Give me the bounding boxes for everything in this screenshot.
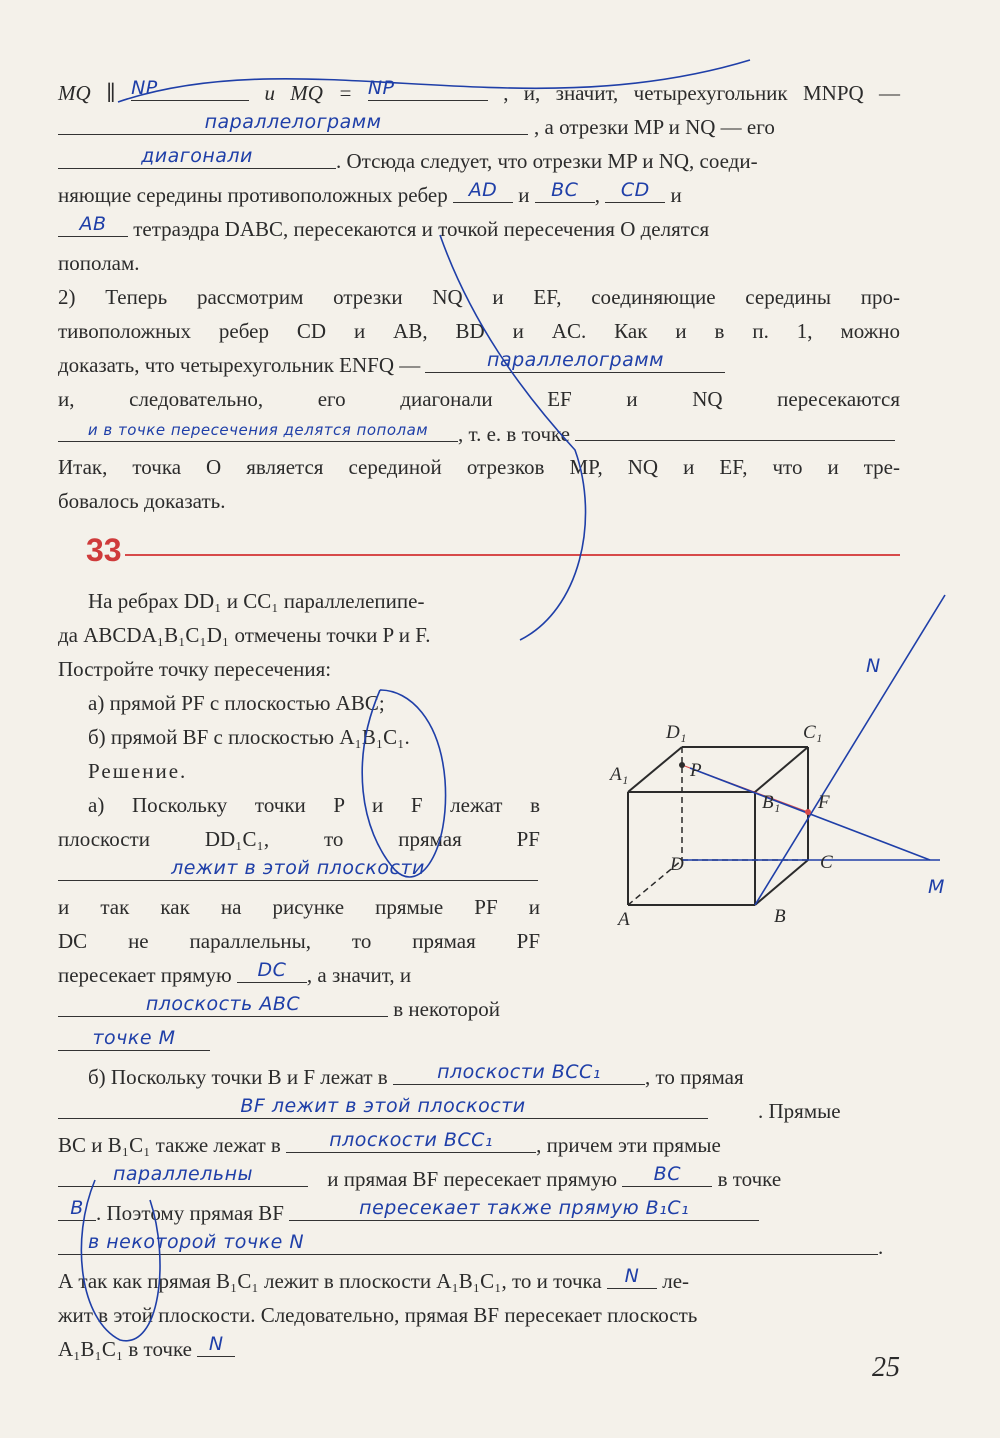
solution-line: BF лежит в этой плоскости . Прямые xyxy=(58,1096,900,1126)
solution-line: А так как прямая B₁C₁ лежит в плоскости A₁B₁C₁, то и точка N ле- xyxy=(58,1265,690,1293)
text-line: доказать, что четырехугольник ENFQ — параллелограмм xyxy=(58,350,900,380)
solution-line: BC и B₁C₁ также лежат в плоскости BCC₁ , причем эти прямые xyxy=(58,1129,721,1157)
label-b: B xyxy=(774,906,786,927)
handwritten-label-n: N xyxy=(866,655,881,677)
handwritten-answer: точке M xyxy=(92,1027,176,1049)
text-line: Итак, точка O является серединой отрезков MP, NQ и EF, что и тре- xyxy=(58,455,900,479)
label-f: F xyxy=(818,792,830,813)
text-line: MQ ∥ NP и MQ = NP , и, значит, четырехугольник MNPQ — xyxy=(58,77,901,105)
handwritten-answer: NP xyxy=(131,77,158,99)
solution-line: DC не параллельны, то прямая PF xyxy=(58,929,540,953)
handwritten-answer: параллельны xyxy=(112,1163,253,1185)
handwritten-label-m: M xyxy=(928,876,945,898)
condition-line: Постройте точку пересечения: xyxy=(58,657,332,681)
handwritten-answer: параллелограмм xyxy=(487,349,664,371)
condition-line: б) прямой BF с плоскостью A₁B₁C₁. xyxy=(88,725,410,749)
handwritten-answer: AB xyxy=(79,213,107,235)
solution-line: а) Поскольку точки P и F лежат в xyxy=(88,793,540,817)
handwritten-answer: BF лежит в этой плоскости xyxy=(240,1095,526,1117)
handwritten-answer: BC xyxy=(551,179,579,201)
handwritten-answer: BC xyxy=(653,1163,681,1185)
label-c: C xyxy=(820,852,833,873)
label-a1: A₁ xyxy=(610,764,629,785)
handwritten-answer: в некоторой точке N xyxy=(88,1231,305,1253)
text-line: $^{и в точке пересечения делятся пополам}$ , т. е. в точке xyxy=(58,418,900,449)
solution-line: B . Поэтому прямая BF пересекает также прямую B₁C₁ xyxy=(58,1198,900,1228)
solution-line: A₁B₁C₁ в точке N xyxy=(58,1334,900,1364)
condition-line: а) прямой PF с плоскостью ABC; xyxy=(88,691,385,715)
handwritten-answer: N xyxy=(624,1265,640,1287)
handwritten-answer: пересекает также прямую B₁C₁ xyxy=(359,1197,690,1219)
handwritten-answer: и в точке пересечения делятся пополам xyxy=(87,421,429,439)
handwritten-answer: лежит в этой плоскости xyxy=(171,857,425,879)
handwritten-answer: диагонали xyxy=(141,145,253,167)
handwritten-answer: AD xyxy=(468,179,498,201)
condition-line: На ребрах DD₁ и CC₁ параллелепипе- xyxy=(88,589,425,613)
solution-label: Решение. xyxy=(88,759,188,783)
text-line: бовалось доказать. xyxy=(58,489,226,513)
label-b1: B₁ xyxy=(762,792,781,813)
text-line: и, следовательно, его диагонали EF и NQ пересекаются xyxy=(58,387,900,411)
handwritten-answer: B xyxy=(70,1197,84,1219)
text-line: диагонали . Отсюда следует, что отрезки MP и NQ, соеди- xyxy=(58,146,900,176)
text-line: пополам. xyxy=(58,251,140,275)
label-p: P xyxy=(690,760,702,781)
solution-line: пересекает прямую DC , а значит, и xyxy=(58,959,412,987)
task-number: 33 xyxy=(86,532,122,568)
handwritten-answer: плоскости BCC₁ xyxy=(437,1061,601,1083)
handwritten-answer: плоскость ABC xyxy=(145,993,301,1015)
text-line: 2) Теперь рассмотрим отрезки NQ и EF, соединяющие середины про- xyxy=(58,285,900,309)
parallelepiped-edges xyxy=(628,747,808,905)
point-f-dot xyxy=(805,809,811,815)
solution-line: и так как на рисунке прямые PF и xyxy=(58,895,540,919)
solution-line: плоскости DD₁C₁, то прямая PF xyxy=(58,827,540,851)
solution-line: плоскость ABC в некоторой xyxy=(58,994,540,1024)
label-c1: C₁ xyxy=(803,722,823,743)
solution-line: параллельны и прямая BF пересекает прямую BC в точке xyxy=(58,1164,900,1194)
handwritten-answer: NP xyxy=(367,77,395,99)
label-a: A xyxy=(618,909,630,930)
handwritten-answer: параллелограмм xyxy=(204,111,382,133)
point-p-dot xyxy=(679,762,685,768)
text-line: параллелограмм , а отрезки MP и NQ — его xyxy=(58,112,900,142)
handwritten-answer: N xyxy=(208,1333,224,1355)
text-line: AB тетраэдра DABC, пересекаются и точкой пересечения O делятся xyxy=(58,214,900,244)
solution-line: б) Поскольку точки B и F лежат в плоскости BCC₁ , то прямая xyxy=(88,1061,744,1089)
solution-line: жит в этой плоскости. Следовательно, прямая BF пересекает плоскость xyxy=(58,1303,698,1327)
text-line: няющие середины противоположных ребер AD и BC , CD и xyxy=(58,179,682,207)
handwritten-answer: CD xyxy=(620,179,650,201)
solution-line: в некоторой точке N . xyxy=(58,1232,900,1262)
condition-line: да ABCDA₁B₁C₁D₁ отмечены точки P и F. xyxy=(58,623,431,647)
text-line: тивоположных ребер CD и AB, BD и AC. Как и в п. 1, можно xyxy=(58,319,900,343)
page-number: 25 xyxy=(872,1352,900,1383)
handwritten-answer: плоскости BCC₁ xyxy=(329,1129,494,1151)
handwritten-answer: DC xyxy=(257,959,287,981)
handwritten-construction xyxy=(81,60,945,1341)
label-d: D xyxy=(670,854,684,875)
label-d1: D₁ xyxy=(666,722,687,743)
